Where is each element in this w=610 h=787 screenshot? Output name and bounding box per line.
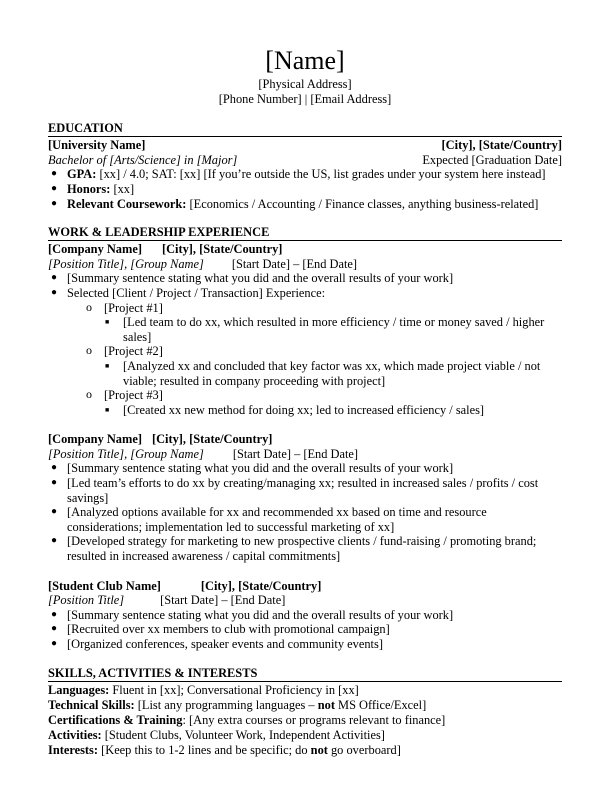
position-title: [Position Title] bbox=[48, 593, 125, 608]
candidate-name: [Name] bbox=[265, 46, 345, 75]
job-entry-1 bbox=[48, 242, 562, 417]
honors-text: [xx] bbox=[110, 181, 135, 196]
certifications-label: Certifications & Training bbox=[48, 712, 183, 727]
interests-line bbox=[48, 743, 562, 758]
job-bullets bbox=[48, 271, 562, 417]
list-item: ● [Summary sentence stating what you did and the overall results of your work] bbox=[48, 271, 562, 286]
university-location: [City], [State/Country] bbox=[441, 138, 562, 153]
coursework-label: Relevant Coursework: bbox=[67, 196, 187, 211]
university-row bbox=[48, 138, 562, 153]
job-dates: [Start Date] – [End Date] bbox=[160, 593, 286, 608]
list-item: ● [Summary sentence stating what you did and the overall results of your work] bbox=[48, 608, 562, 623]
job-entry-2 bbox=[48, 432, 562, 563]
job-bullets bbox=[48, 608, 562, 652]
activities-line bbox=[48, 728, 562, 743]
certifications-line bbox=[48, 713, 562, 728]
experience-section bbox=[48, 225, 562, 651]
university-name: [University Name] bbox=[48, 138, 146, 153]
company-name: [Company Name] bbox=[48, 432, 142, 447]
list-item: ● [Recruited over xx members to club with promotional campaign] bbox=[48, 622, 562, 637]
project-list bbox=[67, 301, 562, 418]
technical-text-a: [List any programming languages – bbox=[134, 697, 318, 712]
resume-header bbox=[48, 46, 562, 106]
job-position-row bbox=[48, 447, 562, 462]
job-company-row bbox=[48, 579, 562, 594]
languages-text: Fluent in [xx]; Conversational Proficiency in [xx] bbox=[109, 682, 359, 697]
project-item bbox=[85, 344, 562, 388]
list-item: ● [Organized conferences, speaker events and community events] bbox=[48, 637, 562, 652]
skills-heading: SKILLS, ACTIVITIES & INTERESTS bbox=[48, 666, 562, 682]
project-item bbox=[85, 301, 562, 345]
languages-line bbox=[48, 683, 562, 698]
interests-not: not bbox=[310, 742, 328, 757]
technical-not: not bbox=[317, 697, 335, 712]
education-heading: EDUCATION bbox=[48, 121, 562, 137]
gpa-label: GPA: bbox=[67, 167, 97, 182]
selected-experience-label: Selected [Client / Project / Transaction] Experience: bbox=[67, 285, 326, 300]
graduation-date: Expected [Graduation Date] bbox=[422, 152, 562, 167]
interests-text-a: [Keep this to 1-2 lines and be specific; do bbox=[98, 742, 311, 757]
honors-label: Honors: bbox=[67, 181, 111, 196]
project-item bbox=[85, 388, 562, 417]
job-entry-3 bbox=[48, 579, 562, 652]
education-section bbox=[48, 121, 562, 211]
activities-label: Activities: bbox=[48, 727, 102, 742]
job-company-row bbox=[48, 432, 562, 447]
degree-row bbox=[48, 153, 562, 168]
job-dates: [Start Date] – [End Date] bbox=[231, 256, 358, 271]
project-detail: ■ [Analyzed xx and concluded that key factor was xx, which made project viable / not viable; resulted in company proceeding with project] bbox=[104, 359, 562, 388]
project-name: [Project #2] bbox=[104, 344, 163, 359]
list-item: ● [Led team’s efforts to do xx by creating/managing xx; resulted in increased sales / profits / cost savings] bbox=[48, 476, 562, 505]
degree: Bachelor of [Arts/Science] in [Major] bbox=[48, 152, 238, 167]
technical-line bbox=[48, 698, 562, 713]
list-item bbox=[48, 286, 562, 417]
company-name: [Company Name] bbox=[48, 242, 142, 257]
project-detail: ■ [Led team to do xx, which resulted in more efficiency / time or money saved / higher sales] bbox=[104, 315, 562, 344]
interests-text-b: go overboard] bbox=[327, 742, 401, 757]
languages-label: Languages: bbox=[48, 682, 110, 697]
experience-heading: WORK & LEADERSHIP EXPERIENCE bbox=[48, 225, 562, 241]
job-position-row bbox=[48, 593, 562, 608]
job-position-row bbox=[48, 257, 562, 272]
physical-address: [Physical Address] bbox=[258, 77, 352, 91]
list-item: ● [Developed strategy for marketing to new prospective clients / fund-raising / promoting brand; resulted in increased awareness / capital commitments] bbox=[48, 534, 562, 563]
project-details bbox=[104, 315, 562, 344]
project-detail: ■ [Created xx new method for doing xx; led to increased efficiency / sales] bbox=[104, 403, 562, 418]
list-item: ● [Summary sentence stating what you did and the overall results of your work] bbox=[48, 461, 562, 476]
project-details bbox=[104, 403, 562, 418]
skills-section bbox=[48, 666, 562, 758]
list-item bbox=[48, 167, 562, 182]
gpa-text: [xx] / 4.0; SAT: [xx] [If you’re outside the US, list grades under your system here instead] bbox=[96, 167, 546, 182]
position-title: [Position Title], [Group Name] bbox=[48, 446, 204, 461]
education-bullets bbox=[48, 167, 562, 211]
job-dates: [Start Date] – [End Date] bbox=[232, 446, 359, 461]
company-location: [City], [State/Country] bbox=[161, 242, 283, 257]
activities-text: [Student Clubs, Volunteer Work, Independent Activities] bbox=[101, 727, 385, 742]
list-item bbox=[48, 197, 562, 212]
job-bullets bbox=[48, 461, 562, 563]
project-details bbox=[104, 359, 562, 388]
coursework-text: [Economics / Accounting / Finance classes, anything business-related] bbox=[186, 196, 539, 211]
company-location: [City], [State/Country] bbox=[151, 432, 273, 447]
technical-label: Technical Skills: bbox=[48, 697, 135, 712]
company-location: [City], [State/Country] bbox=[200, 578, 322, 593]
list-item bbox=[48, 182, 562, 197]
technical-text-b: MS Office/Excel] bbox=[334, 697, 427, 712]
position-title: [Position Title], [Group Name] bbox=[48, 256, 204, 271]
job-company-row bbox=[48, 242, 562, 257]
club-name: [Student Club Name] bbox=[48, 578, 161, 593]
interests-label: Interests: bbox=[48, 742, 99, 757]
project-name: [Project #1] bbox=[104, 300, 163, 315]
phone-email-line: [Phone Number] | [Email Address] bbox=[218, 91, 392, 106]
certifications-text: : [Any extra courses or programs relevant to finance] bbox=[182, 712, 446, 727]
list-item: ● [Analyzed options available for xx and recommended xx based on time and resource considerations; implementation led to successful marketing of xx] bbox=[48, 505, 562, 534]
project-name: [Project #3] bbox=[104, 388, 163, 403]
